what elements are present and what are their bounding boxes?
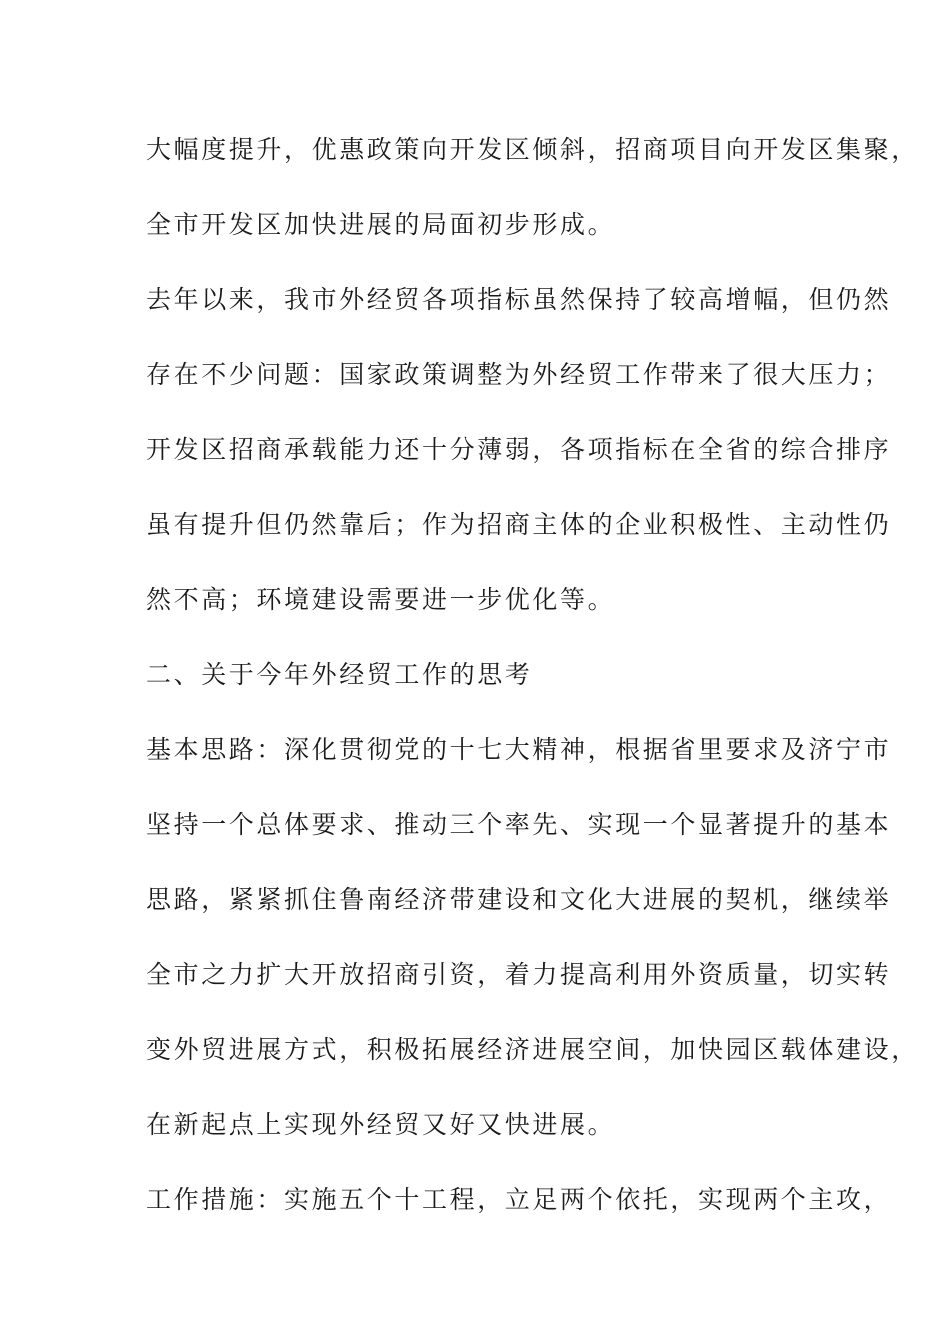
text-line: 全市之力扩大开放招商引资，着力提高利用外资质量，切实转 (146, 960, 892, 989)
text-line: 思路，紧紧抓住鲁南经济带建设和文化大进展的契机，继续举 (146, 885, 892, 914)
text-line: 虽有提升但仍然靠后；作为招商主体的企业积极性、主动性仍 (146, 510, 892, 539)
text-line: 全市开发区加快进展的局面初步形成。 (146, 210, 616, 239)
text-line: 然不高；环境建设需要进一步优化等。 (146, 585, 616, 614)
text-line: 存在不少问题：国家政策调整为外经贸工作带来了很大压力； (146, 360, 892, 389)
text-line: 工作措施：实施五个十工程，立足两个依托，实现两个主攻， (146, 1185, 892, 1214)
text-line: 变外贸进展方式，积极拓展经济进展空间，加快园区载体建设， (146, 1035, 919, 1064)
text-line: 去年以来，我市外经贸各项指标虽然保持了较高增幅，但仍然 (146, 285, 892, 314)
text-line: 基本思路：深化贯彻党的十七大精神，根据省里要求及济宁市 (146, 735, 892, 764)
text-line: 大幅度提升，优惠政策向开发区倾斜，招商项目向开发区集聚， (146, 135, 919, 164)
section-heading: 二、关于今年外经贸工作的思考 (146, 660, 533, 689)
text-line: 坚持一个总体要求、推动三个率先、实现一个显著提升的基本 (146, 810, 892, 839)
text-line: 在新起点上实现外经贸又好又快进展。 (146, 1110, 616, 1139)
text-line: 开发区招商承载能力还十分薄弱，各项指标在全省的综合排序 (146, 435, 892, 464)
